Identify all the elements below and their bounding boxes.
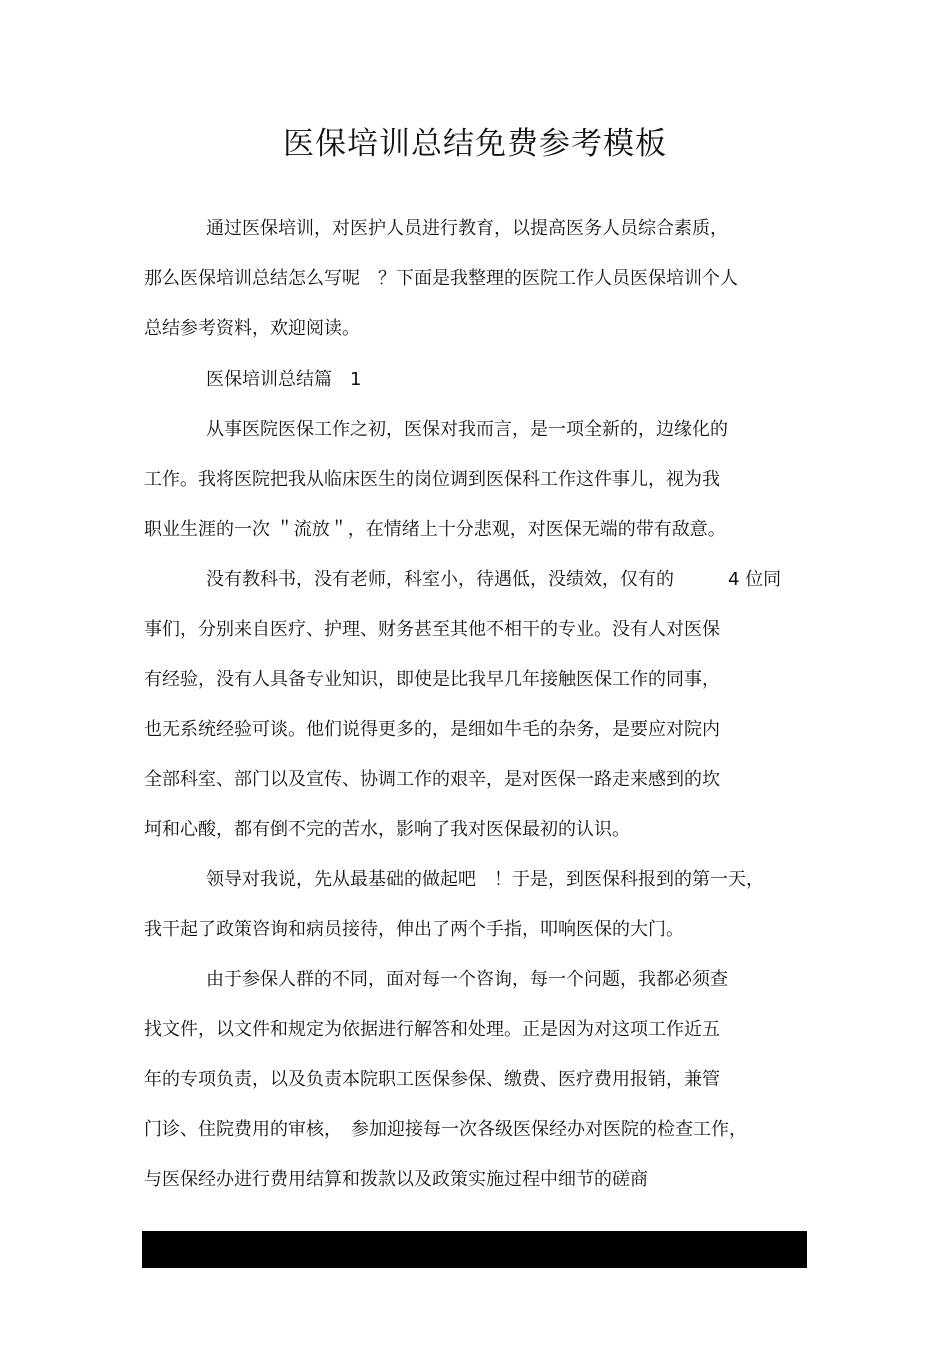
paragraph-line: 也无系统经验可谈。他们说得更多的，是细如牛毛的杂务，是要应对院内 [144, 719, 720, 740]
paragraph-line: 年的专项负责，以及负责本院职工医保参保、缴费、医疗费用报销，兼管 [144, 1069, 720, 1090]
section-heading: 医保培训总结篇 1 [206, 369, 362, 390]
paragraph-line: 与医保经办进行费用结算和拨款以及政策实施过程中细节的磋商 [144, 1169, 648, 1190]
paragraph-line: 坷和心酸，都有倒不完的苦水，影响了我对医保最初的认识。 [144, 819, 630, 840]
paragraph-line: 找文件，以文件和规定为依据进行解答和处理。正是因为对这项工作近五 [144, 1019, 720, 1040]
paragraph-line: 工作。我将医院把我从临床医生的岗位调到医保科工作这件事儿，视为我 [144, 469, 720, 490]
paragraph-line: 门诊、住院费用的审核， 参加迎接每一次各级医保经办对医院的检查工作， [144, 1119, 747, 1140]
paragraph-line: 领导对我说，先从最基础的做起吧 ！于是，到医保科报到的第一天， [206, 869, 764, 890]
redaction-bar [142, 1231, 807, 1268]
paragraph-line: 总结参考资料，欢迎阅读。 [144, 318, 360, 339]
paragraph-line: 通过医保培训，对医护人员进行教育，以提高医务人员综合素质， [206, 218, 728, 239]
paragraph-line: 我干起了政策咨询和病员接待，伸出了两个手指，叩响医保的大门。 [144, 919, 684, 940]
paragraph-line: 事们，分别来自医疗、护理、财务甚至其他不相干的专业。没有人对医保 [144, 619, 720, 640]
paragraph-line: 从事医院医保工作之初，医保对我而言，是一项全新的，边缘化的 [206, 419, 728, 440]
paragraph-line: 全部科室、部门以及宣传、协调工作的艰辛，是对医保一路走来感到的坎 [144, 769, 720, 790]
document-title: 医保培训总结免费参考模板 [283, 126, 667, 162]
paragraph-line: 由于参保人群的不同，面对每一个咨询，每一个问题，我都必须查 [206, 969, 728, 990]
paragraph-line: 那么医保培训总结怎么写呢 ？下面是我整理的医院工作人员医保培训个人 [144, 268, 738, 289]
paragraph-line: 有经验，没有人具备专业知识，即使是比我早几年接触医保工作的同事， [144, 669, 720, 690]
paragraph-line: 职业生涯的一次 ＂流放＂，在情绪上十分悲观，对医保无端的带有敌意。 [144, 519, 726, 540]
paragraph-line: 没有教科书，没有老师，科室小，待遇低，没绩效，仅有的 4 位同 [206, 569, 782, 590]
